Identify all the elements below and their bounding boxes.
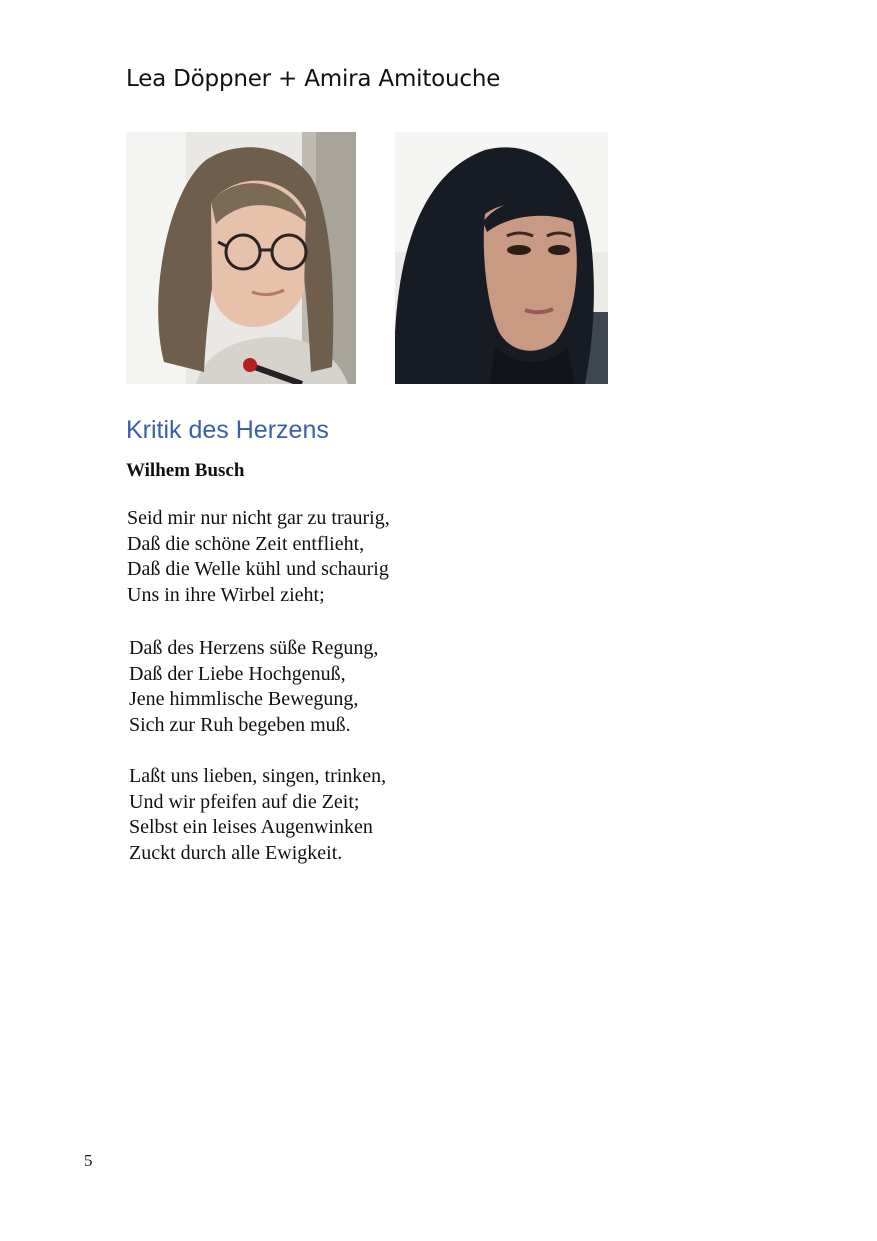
page-number: 5 (84, 1151, 93, 1170)
poem-line: Daß des Herzens süße Regung, (129, 637, 379, 659)
page-heading: Lea Döppner + Amira Amitouche (126, 66, 501, 92)
poem-line: Jene himmlische Bewegung, (129, 688, 359, 710)
poem-line: Und wir pfeifen auf die Zeit; (129, 790, 360, 813)
poem-title: Kritik des Herzens (126, 416, 329, 444)
poem-stanza-1 (127, 506, 390, 608)
poem-line: Daß der Liebe Hochgenuß, (129, 662, 346, 685)
photo-listener-with-headscarf (395, 132, 608, 384)
poem-line: Seid mir nur nicht gar zu traurig, (127, 507, 390, 529)
poem-stanza-3 (129, 764, 386, 866)
poem-line: Uns in ihre Wirbel zieht; (127, 583, 325, 606)
poem-line: Zuckt durch alle Ewigkeit. (129, 841, 343, 864)
poem-line: Daß die schöne Zeit entflieht, (127, 532, 365, 555)
poem-line: Laßt uns lieben, singen, trinken, (129, 765, 387, 787)
poem-line: Sich zur Ruh begeben muß. (129, 713, 351, 736)
poem-line: Selbst ein leises Augenwinken (129, 816, 373, 838)
poem-line: Daß die Welle kühl und schaurig (127, 558, 389, 580)
poem-stanza-2 (129, 636, 378, 738)
poem-author: Wilhem Busch (126, 460, 245, 481)
photo-reader-with-glasses (126, 132, 356, 384)
